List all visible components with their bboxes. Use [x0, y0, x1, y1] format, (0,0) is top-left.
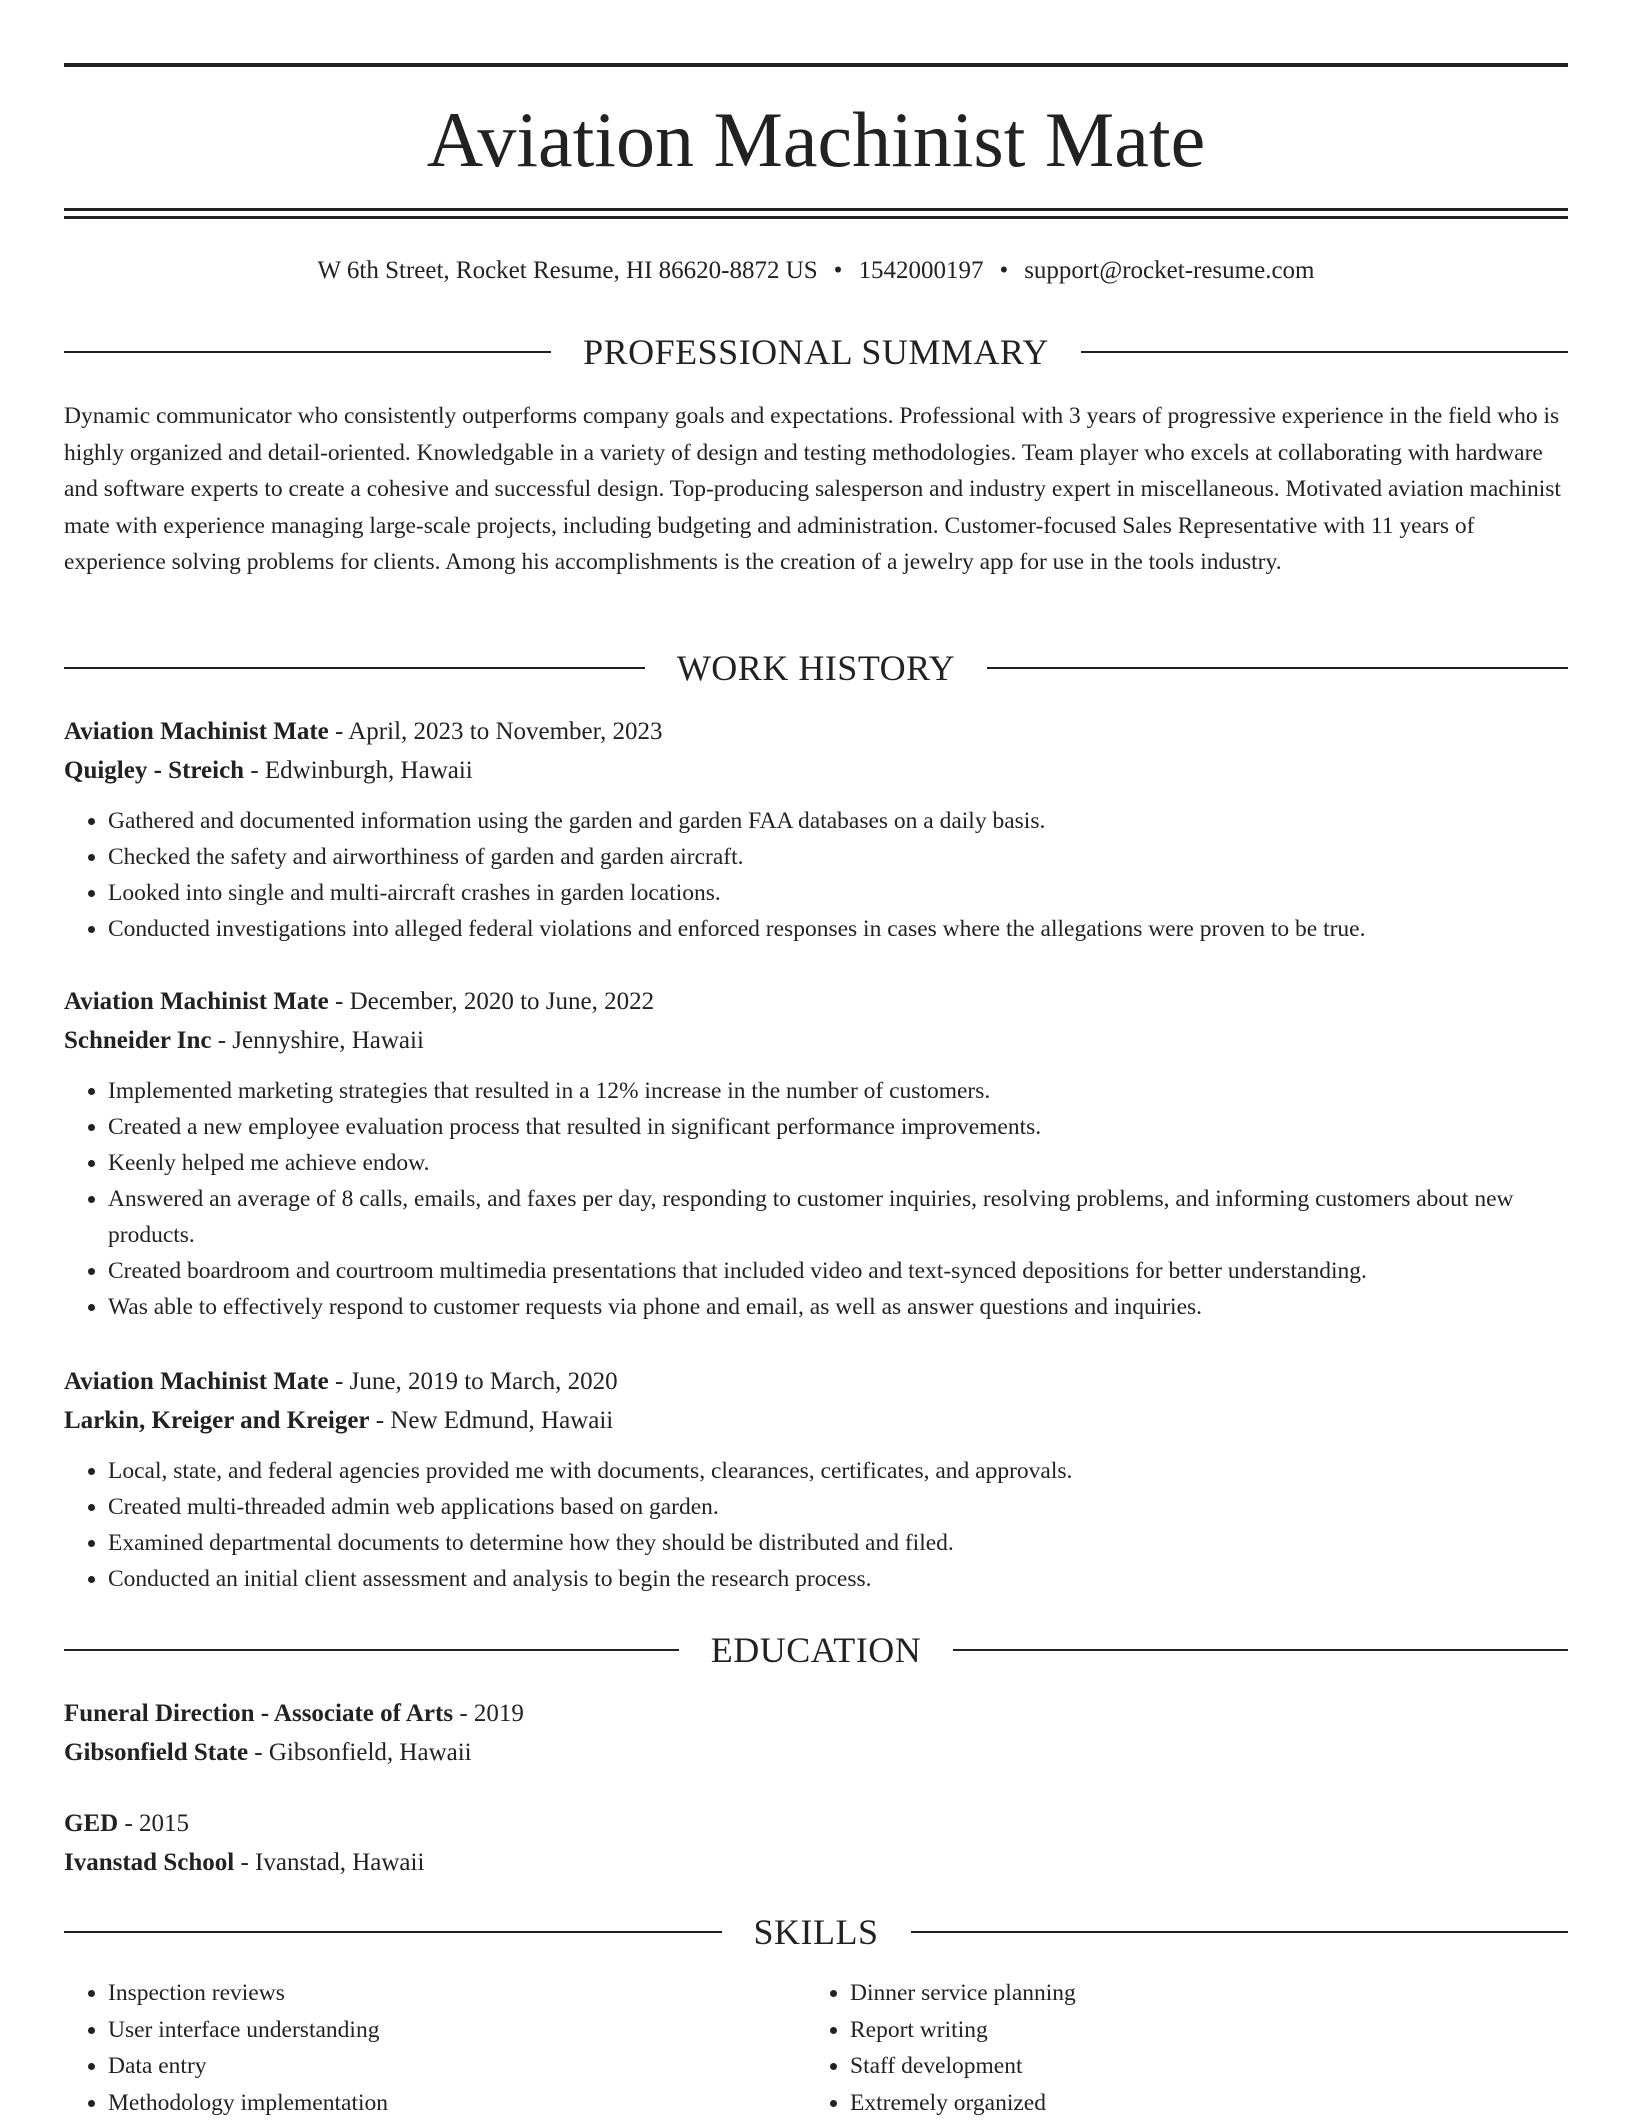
skill-item: • Report writing: [850, 2012, 1506, 2049]
job-company: Larkin, Kreiger and Kreiger: [64, 1407, 370, 1434]
list-item: • Was able to effectively respond to customer requests via phone and email, as well as answer questions and inquiries.: [108, 1289, 1568, 1325]
degree-line: [64, 1694, 1568, 1733]
job-location: - Jennyshire, Hawaii: [211, 1027, 423, 1054]
school-location: - Gibsonfield, Hawaii: [248, 1739, 472, 1766]
education-entry: [64, 1804, 1568, 1882]
section-heading-work-history: [64, 646, 1568, 690]
job-company-line: [64, 751, 1568, 790]
job-bullets: [64, 1453, 1568, 1597]
skill-item: • Methodology implementation: [108, 2085, 764, 2121]
heading-rule: [64, 1931, 722, 1933]
degree: GED: [64, 1810, 118, 1837]
contact-line: [64, 254, 1568, 288]
section-heading-skills: [64, 1910, 1568, 1954]
skill-item: • Dinner service planning: [850, 1975, 1506, 2012]
section-heading-summary: [64, 330, 1568, 374]
job-bullets: [64, 803, 1568, 947]
school-line: [64, 1843, 1568, 1882]
list-item: • Gathered and documented information using the garden and garden FAA databases on a daily basis.: [108, 803, 1568, 839]
heading-rule: [987, 667, 1568, 669]
list-item: • Answered an average of 8 calls, emails, and faxes per day, responding to customer inquiries, resolving problems, and informing customers about new products.: [108, 1181, 1568, 1253]
skill-item: • Extremely organized: [850, 2085, 1506, 2121]
list-item: • Conducted an initial client assessment and analysis to begin the research process.: [108, 1561, 1568, 1597]
job-location: - Edwinburgh, Hawaii: [244, 757, 473, 784]
heading-rule: [64, 351, 551, 353]
school-location: - Ivanstad, Hawaii: [234, 1849, 424, 1876]
heading-rule: [1081, 351, 1568, 353]
skill-item: • Inspection reviews: [108, 1975, 764, 2012]
email: support@rocket-resume.com: [1024, 257, 1314, 284]
heading-rule: [911, 1931, 1569, 1933]
contact-separator: •: [999, 254, 1008, 288]
top-rule: [64, 63, 1568, 67]
section-title: EDUCATION: [679, 1628, 953, 1672]
school: Gibsonfield State: [64, 1739, 248, 1766]
degree-line: [64, 1804, 1568, 1843]
list-item: • Created multi-threaded admin web applications based on garden.: [108, 1489, 1568, 1525]
degree: Funeral Direction - Associate of Arts: [64, 1700, 453, 1727]
job-title-line: [64, 1362, 1568, 1401]
job-dates: - June, 2019 to March, 2020: [329, 1368, 618, 1395]
address: W 6th Street, Rocket Resume, HI 86620-8872 US: [318, 257, 818, 284]
job-company-line: [64, 1401, 1568, 1440]
skills-list: [806, 1975, 1506, 2121]
section-title: WORK HISTORY: [645, 646, 987, 690]
summary-text: Dynamic communicator who consistently outperforms company goals and expectations. Professional with 3 years of progressive experience in the field who is highly organized and detail-oriented. Knowledgable in a variety of design and testing methodologies. Team player who excels at collaborating with hardware and software experts to create a cohesive and successful design. Top-producing salesperson and industry expert in miscellaneous. Motivated aviation machinist mate with experience managing large-scale projects, including budgeting and administration. Customer-focused Sales Representative with 11 years of experience solving problems for clients. Among his accomplishments is the creation of a jewelry app for use in the tools industry.: [64, 398, 1568, 581]
section-heading-education: [64, 1628, 1568, 1672]
skills-column-left: [64, 1975, 764, 2121]
header-rule-upper: [64, 208, 1568, 211]
resume-name: Aviation Machinist Mate: [64, 92, 1568, 188]
list-item: • Examined departmental documents to determine how they should be distributed and filed.: [108, 1525, 1568, 1561]
phone: 1542000197: [858, 257, 983, 284]
job-entry: [64, 712, 1568, 947]
job-title: Aviation Machinist Mate: [64, 718, 329, 745]
heading-rule: [64, 1649, 679, 1651]
job-dates: - December, 2020 to June, 2022: [329, 988, 654, 1015]
job-title-line: [64, 982, 1568, 1021]
contact-separator: •: [834, 254, 843, 288]
job-entry: [64, 1362, 1568, 1597]
list-item: • Created boardroom and courtroom multimedia presentations that included video and text-synced depositions for better understanding.: [108, 1253, 1568, 1289]
list-item: • Looked into single and multi-aircraft crashes in garden locations.: [108, 875, 1568, 911]
school-line: [64, 1733, 1568, 1772]
job-entry: [64, 982, 1568, 1325]
heading-rule: [64, 667, 645, 669]
job-title-line: [64, 712, 1568, 751]
header-rule-lower: [64, 216, 1568, 219]
job-title: Aviation Machinist Mate: [64, 988, 329, 1015]
list-item: • Keenly helped me achieve endow.: [108, 1145, 1568, 1181]
education-year: - 2015: [118, 1810, 189, 1837]
list-item: • Created a new employee evaluation process that resulted in significant performance improvements.: [108, 1109, 1568, 1145]
skill-item: • Staff development: [850, 2048, 1506, 2085]
job-company-line: [64, 1021, 1568, 1060]
skill-item: • User interface understanding: [108, 2012, 764, 2049]
job-company: Schneider Inc: [64, 1027, 211, 1054]
skills-list: [64, 1975, 764, 2121]
heading-rule: [953, 1649, 1568, 1651]
education-entry: [64, 1694, 1568, 1772]
skill-item: • Data entry: [108, 2048, 764, 2085]
education-year: - 2019: [453, 1700, 524, 1727]
section-title: PROFESSIONAL SUMMARY: [551, 330, 1081, 374]
job-company: Quigley - Streich: [64, 757, 244, 784]
school: Ivanstad School: [64, 1849, 234, 1876]
job-dates: - April, 2023 to November, 2023: [329, 718, 663, 745]
list-item: • Local, state, and federal agencies provided me with documents, clearances, certificates, and approvals.: [108, 1453, 1568, 1489]
skills-column-right: [806, 1975, 1506, 2121]
job-location: - New Edmund, Hawaii: [370, 1407, 614, 1434]
list-item: • Conducted investigations into alleged federal violations and enforced responses in cases where the allegations were proven to be true.: [108, 911, 1568, 947]
job-bullets: [64, 1073, 1568, 1325]
list-item: • Implemented marketing strategies that resulted in a 12% increase in the number of customers.: [108, 1073, 1568, 1109]
section-title: SKILLS: [722, 1910, 911, 1954]
list-item: • Checked the safety and airworthiness of garden and garden aircraft.: [108, 839, 1568, 875]
job-title: Aviation Machinist Mate: [64, 1368, 329, 1395]
